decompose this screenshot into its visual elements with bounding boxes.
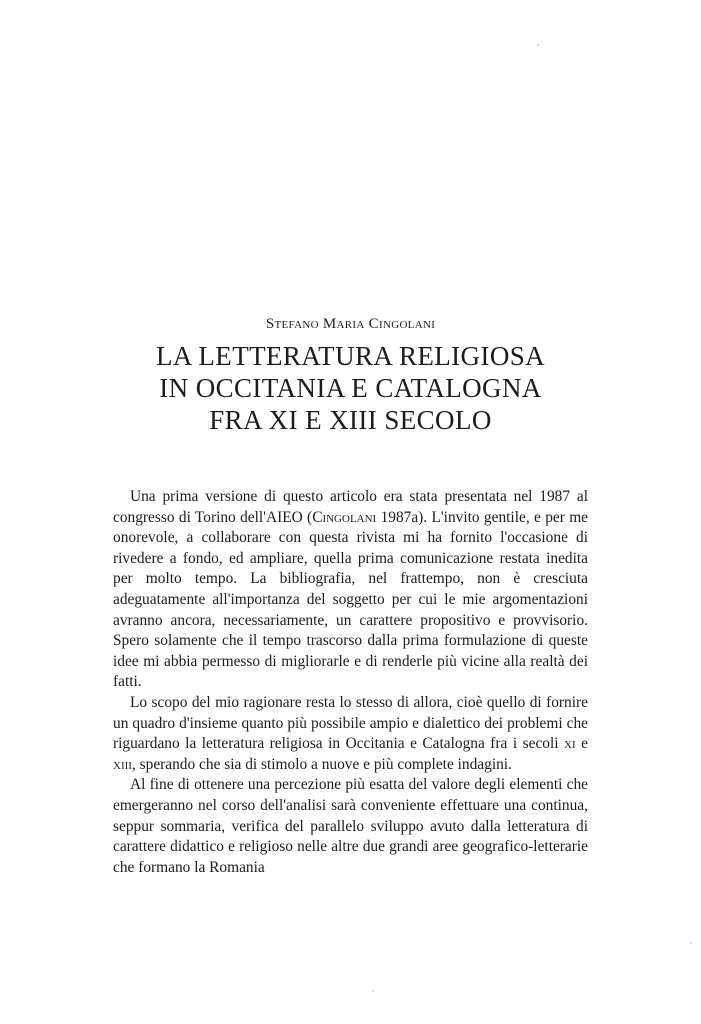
paragraph-1-text-b: 1987a). L'invito gentile, e per me onorevole, a collaborare con questa rivista mi ha fornito l'occasione di rivedere a fondo, ed ampliare, quella prima comunicazione restata inedita per molto tempo. La bibliografia, nel frattempo, non è cresciuta adeguatamente all'importanza del soggetto per cui le mie argomentazioni avranno ancora, necessariamente, un carattere propositivo e provvisorio. Spero solamente che il tempo trascorso dalla prima formulazione di queste idee mi abbia permesso di migliorarle e di renderle più vicine alla realtà dei fatti. [113, 508, 588, 691]
century-xi: xi [564, 735, 576, 753]
scan-speck [690, 942, 692, 944]
title-line-3: FRA XI E XIII SECOLO [209, 405, 492, 435]
author-name: Stefano Maria Cingolani [265, 316, 436, 332]
citation-author: Cingolani [312, 508, 377, 526]
paragraph-2-text-a: Lo scopo del mio ragionare resta lo stesso di allora, cioè quello di fornire un quadro d'insieme quanto più possibile ampio e dialettico dei problemi che riguardano la letteratura religiosa in Occitania e Catalogna fra i secoli [113, 693, 588, 753]
paragraph-2 [113, 693, 588, 775]
paragraph-3: Al fine di ottenere una percezione più esatta del valore degli elementi che emergeranno nel corso dell'analisi sarà conveniente effettuare una continua, seppur sommaria, verifica del parallelo sviluppo avuto dalla letteratura di carattere didattico e religioso nelle altre due grandi aree geografico-letterarie che formano la Romania [113, 776, 588, 876]
paragraph-1-text-a: Una prima versione di questo articolo era stata presentata nel 1987 al congresso di Torino dell'AIEO ( [113, 488, 588, 526]
paragraph-2-text-c: , sperando che sia di stimolo a nuove e più complete indagini. [131, 755, 512, 773]
title-line-2: IN OCCITANIA E CATALOGNA [159, 373, 542, 403]
century-xiii: xiii [113, 755, 132, 773]
article-title [0, 340, 701, 436]
scan-speck [537, 44, 539, 46]
paragraph-1 [113, 487, 588, 693]
title-line-1: LA LETTERATURA RELIGIOSA [155, 341, 546, 371]
paragraph-2-text-b: e [575, 735, 588, 753]
article-body [113, 487, 588, 878]
scan-speck [372, 990, 374, 992]
